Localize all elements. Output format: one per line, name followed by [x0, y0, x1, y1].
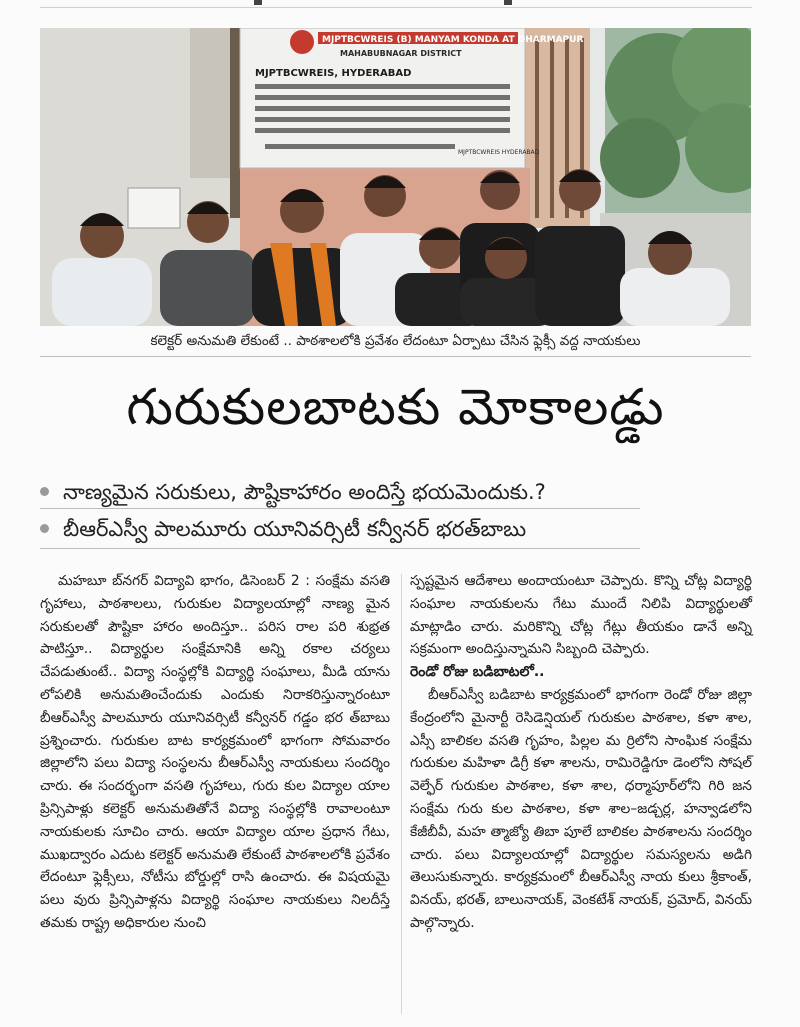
- banner-line-1: MJPTBCWREIS (B) MANYAM KONDA AT DHARMAPUR: [322, 35, 584, 45]
- headline: గురుకులబాటకు మోకాలడ్డు: [126, 378, 665, 436]
- top-fragment: [504, 0, 512, 5]
- top-rule: [40, 7, 752, 8]
- top-fragment: [254, 0, 262, 5]
- subheadline-2-text: బీఆర్ఎస్వీ పాలమూరు యూనివర్సిటీ కన్వీనర్ భరత్‌బాబు: [63, 517, 527, 541]
- article-column-right: [410, 570, 752, 935]
- news-photo: [40, 28, 751, 326]
- bullet-icon: [40, 524, 49, 533]
- article-paragraph: స్పష్టమైన ఆదేశాలు అందాయంటూ చెప్పారు. కొన్ని చోట్ల విద్యార్థి సంఘాల నాయకులను గేటు ముందే నిలిపి విద్యార్థులతో మాట్లాడిం చారు. మరికొన్ని చోట్ల గేట్లు తీయకుం డానే అన్ని సక్రమంగా అందిస్తున్నామని సిబ్బంది చెప్పారు.: [410, 573, 752, 658]
- article-column-left: [40, 570, 390, 935]
- page-top-strip: [0, 0, 800, 14]
- article-subhead: రెండో రోజు బడిబాటలో..: [410, 664, 545, 681]
- subheadline-divider: [40, 548, 640, 549]
- column-divider: [401, 574, 402, 1014]
- article-paragraph: బీఆర్ఎస్వీ బడిబాట కార్యక్రమంలో భాగంగా రెండో రోజు జిల్లా కేంద్రంలోని మైనార్టీ రెసిడెన్షియల్ గురుకుల పాఠశాల, కళా శాల, ఎస్సీ బాలికల వసతి గృహం, పిల్లల మ ర్రిలోని సాంఘిక సంక్షేమ గురుకుల మహిళా డిగ్రీ కళా శాలను, రామిరెడ్డిగూ డెంలోని సోషల్ వెల్ఫేర్ గురుకుల పాఠశాల, కళా శాల, ధర్మాపూర్‌లోని గిరి జన సంక్షేమ గురు కుల పాఠశాల, కళా శాల–జడ్చర్ల, హన్వాడలోని కేజీబీవీ, మహ త్మాజ్యో తిబా పూలే బాలికల పాఠశాలను సందర్శిం చారు. పలు విద్యాలయాల్లో విద్యార్థుల సమస్యలను అడిగి తెలుసుకున్నారు. కార్యక్రమంలో బీఆర్ఎస్వీ నాయ కులు శ్రీకాంత్, వినయ్, భరత్, బాలునాయక్, వెంకటేశ్ నాయక్, ప్రమోద్, వినయ్ పాల్గొన్నారు.: [410, 686, 752, 931]
- banner-footer: MJPTBCWREIS HYDERABAD: [458, 149, 540, 156]
- subheadline-1-text: నాణ్యమైన సరుకులు, పౌష్టికాహారం అందిస్తే భయమెందుకు.?: [63, 480, 546, 504]
- photo-caption: కలెక్టర్ అనుమతి లేకుంటే .. పాఠశాలలోకి ప్రవేశం లేదంటూ ఏర్పాటు చేసిన ఫ్లెక్సీ వద్ద నాయకులు: [40, 326, 751, 357]
- article-paragraph: మహబూ బ్‌నగర్ విద్యావి భాగం, డిసెంబర్ 2 : సంక్షేమ వసతి గృహాలు, పాఠశాలలు, గురుకుల విద్యాలయాల్లో నాణ్య మైన సరుకులతో పౌష్టికా హారం అందిస్తూ.. పరిస రాల పరి శుభ్రత పాటిస్తూ.. విద్యార్థుల సంక్షేమానికి అన్ని రకాల చర్యలు చేపడుతుంటే.. విద్యా సంస్థల్లోకి విద్యార్థి సంఘాలు, మీడి యాను లోపలికి అనుమతించేందుకు ఎందుకు నిరాకరిస్తున్నారంటూ బీఆర్ఎస్వీ పాలమూరు యూనివర్సిటీ కన్వీనర్ గడ్డం భర త్‌బాబు ప్రశ్నించారు. గురుకుల బాట కార్యక్రమంలో భాగంగా సోమవారం జిల్లాలోని పలు విద్యా సంస్థలను బీఆర్ఎస్వీ నాయకులు సందర్శిం చారు. ఈ సందర్భంగా వసతి గృహాలు, గురు కుల విద్యాల యాల ప్రిన్సిపాళ్లు కలెక్టర్ అనుమతితోనే విద్యా సంస్థల్లోకి రావాలంటూ నాయకులకు సూచిం చారు. ఆయా విద్యాల యాల ప్రధాన గేటు, ముఖద్వారం ఎదుట కలెక్టర్ అనుమతి లేకుంటే పాఠశాలలోకి ప్రవేశం లేదంటూ ఫ్లెక్సీలు, నోటీసు బోర్డుల్లో రాసి ఉంచారు. ఈ విషయమై పలు వురు ప్రిన్సిపాళ్లను విద్యార్థి సంఘాల నాయకులు నిలదీస్తే తమకు రాష్ట్ర అధికారుల నుంచి: [40, 573, 390, 931]
- subheadline-1: [40, 477, 546, 507]
- subheadline-divider: [40, 508, 640, 509]
- bullet-icon: [40, 487, 49, 496]
- banner-line-3: MJPTBCWREIS, HYDERABAD: [255, 68, 412, 79]
- subheadline-2: [40, 514, 526, 544]
- banner-line-2: MAHABUBNAGAR DISTRICT: [340, 49, 462, 58]
